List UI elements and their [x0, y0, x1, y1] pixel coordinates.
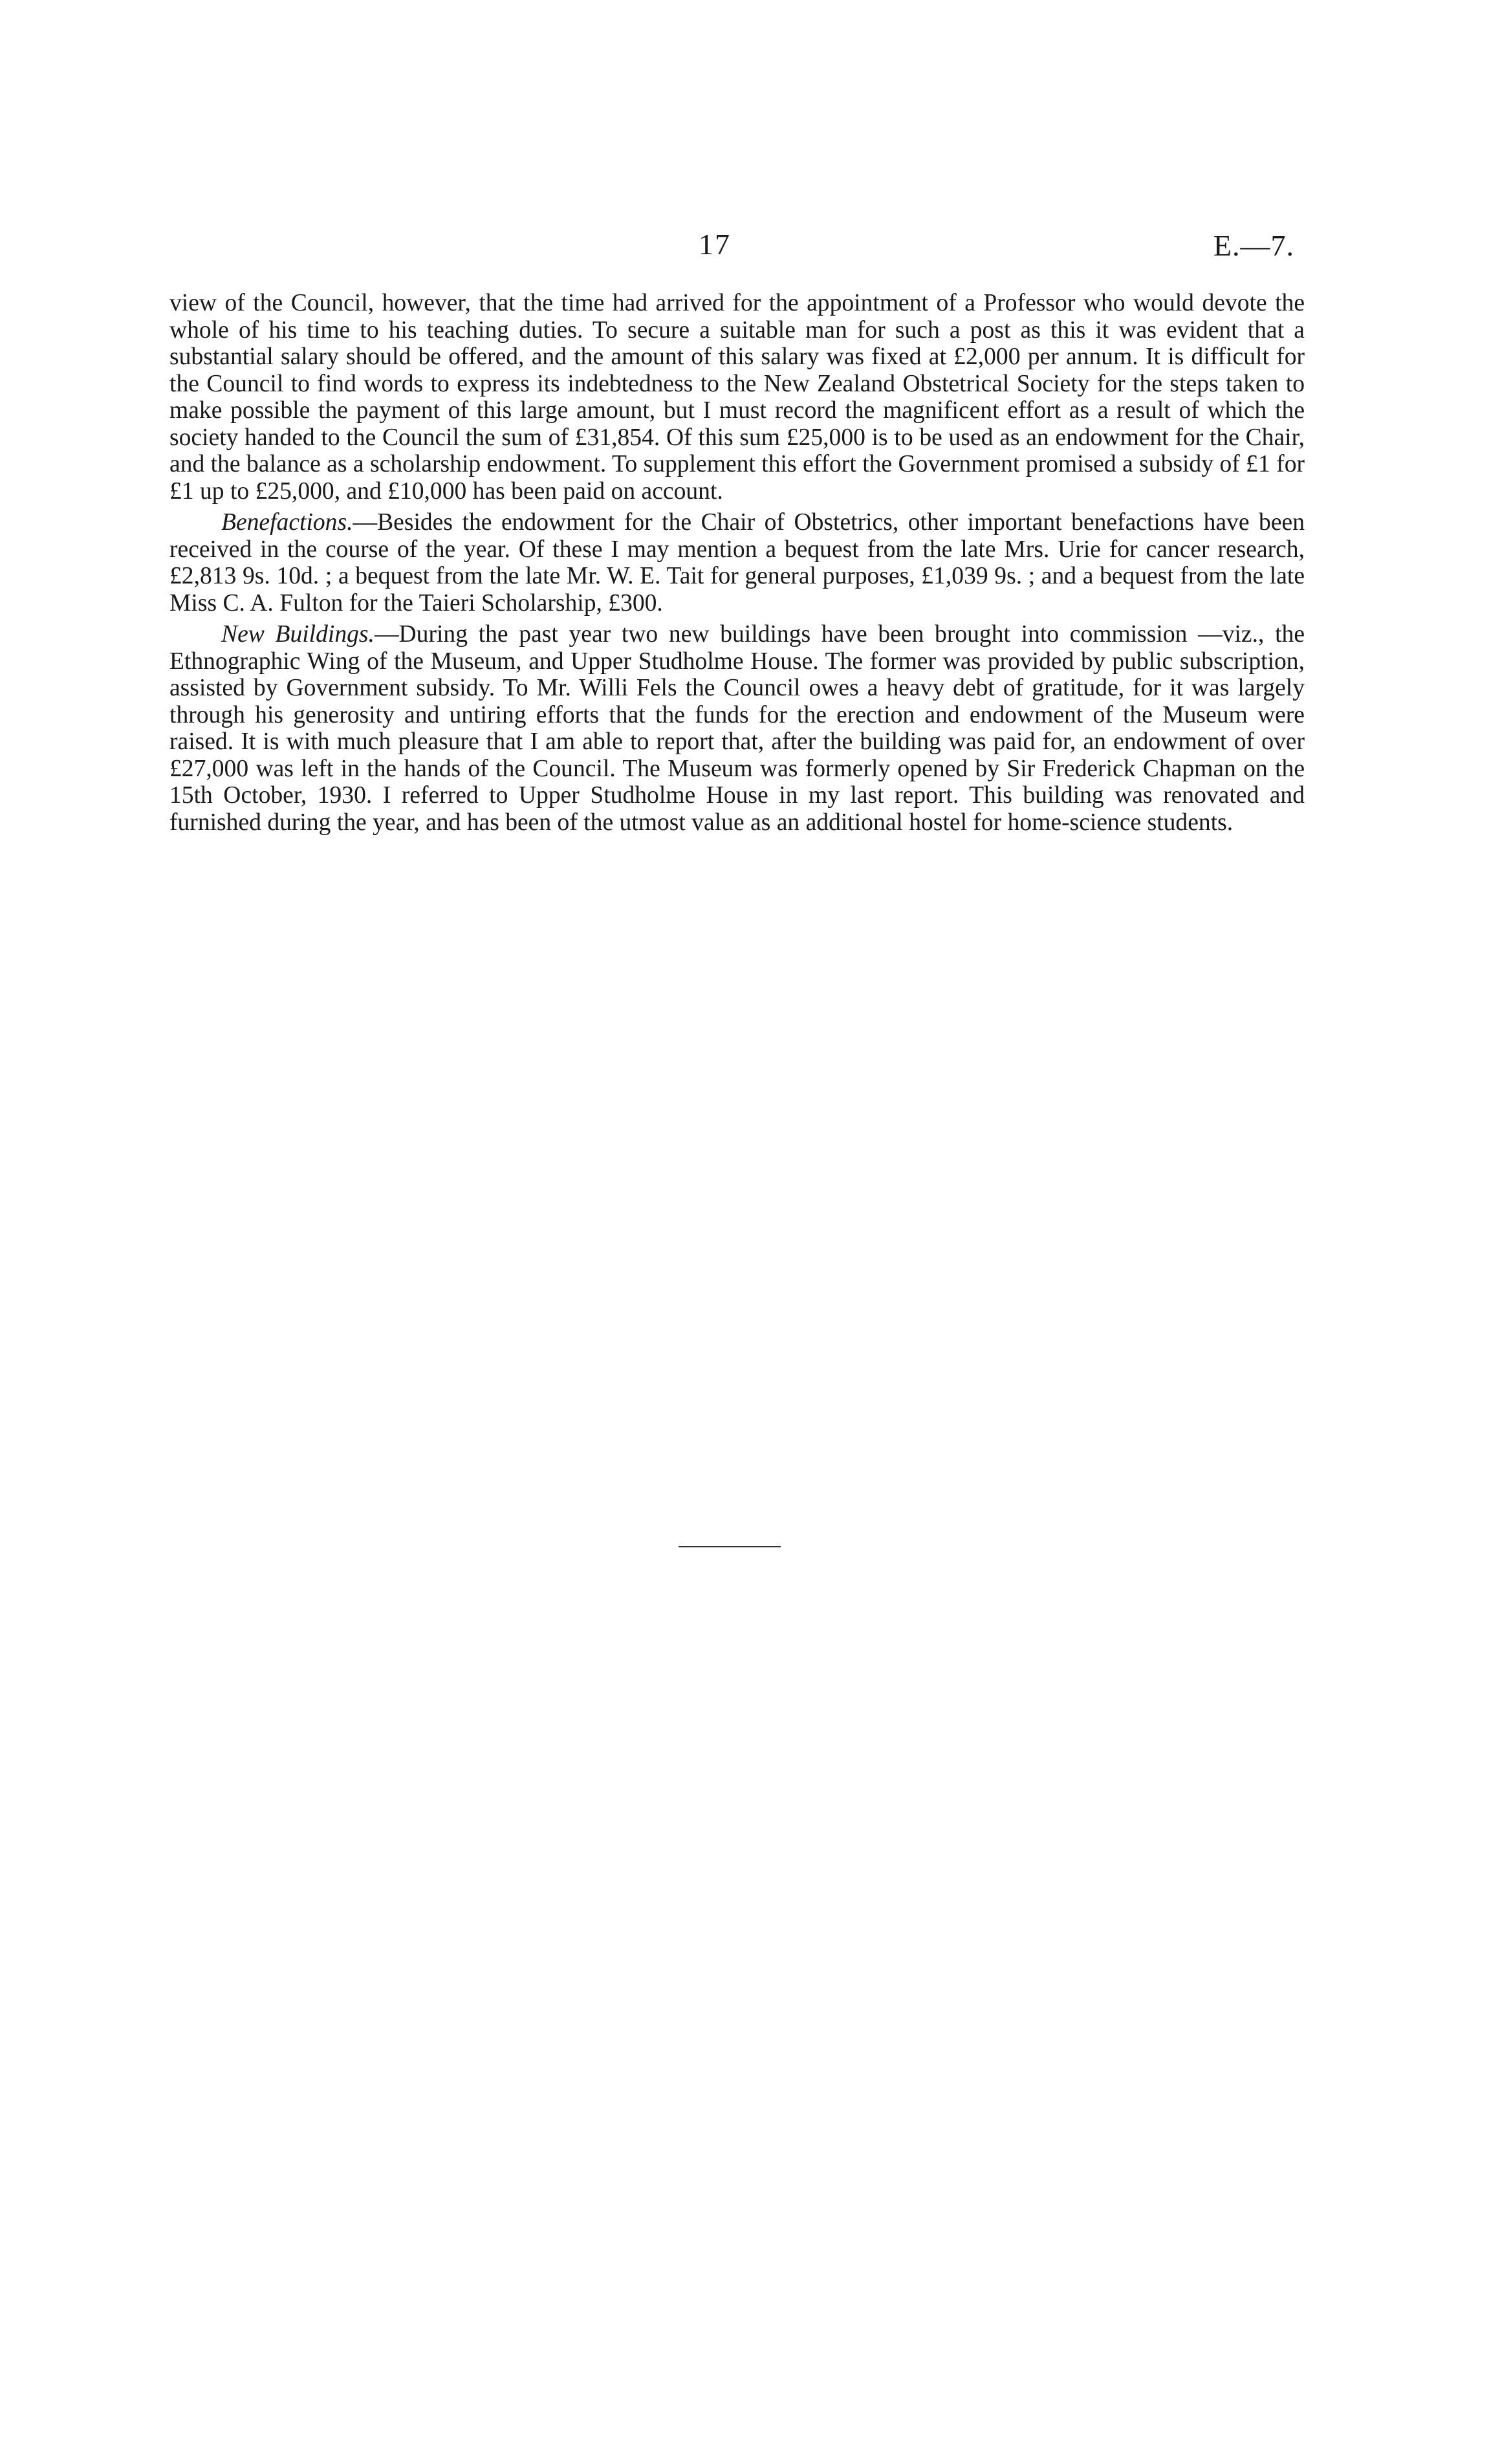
paper-reference: E.—7. [1213, 229, 1294, 262]
paragraph-text: —During the past year two new buildings have been brought into commission —viz., the Ethnographic Wing of the Museum, and Upper Studholme House. The former was provided by public subscription, assisted by Government subsidy. To Mr. Willi Fels the Council owes a heavy debt of gratitude, for it was largely through his generosity and untiring efforts that the funds for the erection and endowment of the Museum were raised. It is with much pleasure that I am able to report that, after the building was paid for, an endowment of over £27,000 was left in the hands of the Council. The Museum was formerly opened by Sir Frederick Chapman on the 15th October, 1930. I referred to Upper Studholme House in my last report. This building was renovated and furnished during the year, and has been of the utmost value as an additional hostel for home-science students. [169, 621, 1305, 836]
paragraph-text: view of the Council, however, that the time had arrived for the appointment of a Professor who would devote the whole of his time to his teaching duties. To secure a suitable man for such a post as this it was evident that a substantial salary should be offered, and the amount of this salary was fixed at £2,000 per annum. It is difficult for the Council to find words to express its indebtedness to the New Zealand Obstetrical Society for the steps taken to make possible the payment of this large amount, but I must record the magnificent effort as a result of which the society handed to the Council the sum of £31,854. Of this sum £25,000 is to be used as an endowment for the Chair, and the balance as a scholarship endowment. To supplement this effort the Government promised a subsidy of £1 for £1 up to £25,000, and £10,000 has been paid on account. [169, 290, 1305, 505]
paragraph-chair-of-obstetrics [169, 290, 1305, 505]
paragraph-text: —Besides the endowment for the Chair of Obstetrics, other important benefactions have been received in the course of the year. Of these I may mention a bequest from the late Mrs. Urie for cancer research, £2,813 9s. 10d. ; a bequest from the late Mr. W. E. Tait for general purposes, £1,039 9s. ; and a bequest from the late Miss C. A. Fulton for the Taieri Scholarship, £300. [169, 509, 1305, 616]
page-number: 17 [699, 228, 731, 261]
section-heading-benefactions: Benefactions. [221, 509, 353, 536]
section-heading-new-buildings: New Buildings. [221, 621, 375, 648]
paragraph-new-buildings [169, 621, 1305, 836]
document-body [169, 290, 1305, 840]
paragraph-benefactions [169, 509, 1305, 616]
end-rule-divider [679, 1546, 781, 1547]
